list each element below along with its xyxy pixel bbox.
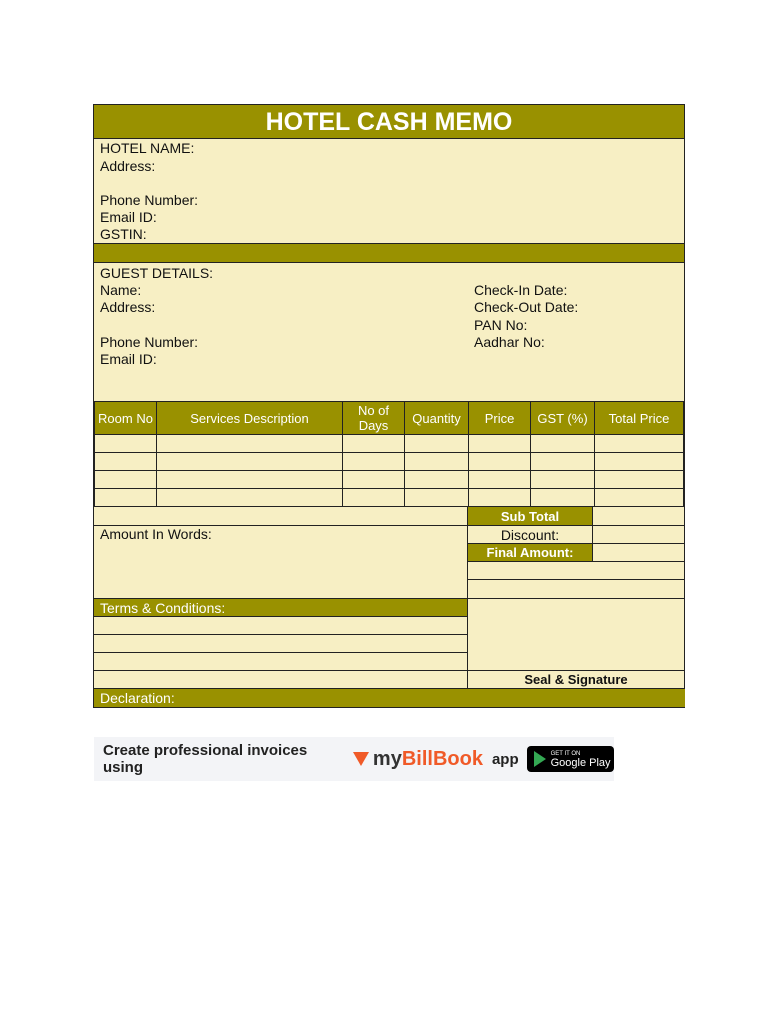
items-table-wrap	[94, 401, 684, 507]
table-cell[interactable]	[595, 471, 684, 489]
table-cell[interactable]	[95, 435, 157, 453]
table-cell[interactable]	[531, 489, 595, 507]
table-header-row	[95, 402, 684, 435]
table-cell[interactable]	[157, 489, 343, 507]
checkin-label: Check-In Date:	[474, 282, 568, 298]
mybillbook-logo-icon	[353, 752, 369, 766]
table-cell[interactable]	[469, 489, 531, 507]
badge-big-text: Google Play	[550, 757, 611, 769]
header-no-of-days: No of Days	[343, 402, 405, 435]
guest-phone-label: Phone Number:	[100, 334, 199, 350]
brand-name	[373, 748, 483, 771]
table-cell[interactable]	[95, 453, 157, 471]
discount-value[interactable]	[593, 526, 685, 544]
table-cell[interactable]	[405, 453, 469, 471]
totals-section	[94, 507, 684, 707]
table-row	[95, 453, 684, 471]
table-cell[interactable]	[469, 435, 531, 453]
hotel-name-label: HOTEL NAME:	[100, 140, 195, 156]
brand-book: Book	[432, 747, 483, 770]
discount-label: Discount:	[468, 526, 593, 544]
table-row	[95, 489, 684, 507]
blank-right-row	[468, 580, 685, 599]
table-cell[interactable]	[531, 471, 595, 489]
table-row	[95, 435, 684, 453]
table-cell[interactable]	[405, 435, 469, 453]
header-quantity: Quantity	[405, 402, 469, 435]
amount-in-words-box[interactable]	[94, 526, 468, 599]
table-cell[interactable]	[343, 489, 405, 507]
hotel-email-label: Email ID:	[100, 209, 157, 225]
hotel-gstin-label: GSTIN:	[100, 226, 147, 242]
header-total-price: Total Price	[595, 402, 684, 435]
terms-line[interactable]	[94, 671, 468, 689]
hotel-cash-memo	[93, 104, 685, 708]
table-cell[interactable]	[595, 453, 684, 471]
guest-heading: GUEST DETAILS:	[100, 265, 214, 281]
guest-email-label: Email ID:	[100, 351, 157, 367]
final-amount-value[interactable]	[593, 544, 685, 562]
final-amount-label: Final Amount:	[468, 544, 593, 562]
table-cell[interactable]	[531, 435, 595, 453]
table-cell[interactable]	[405, 471, 469, 489]
pan-label: PAN No:	[474, 317, 528, 333]
subtotal-label: Sub Total	[468, 507, 593, 526]
banner-app-text: app	[491, 750, 519, 768]
table-cell[interactable]	[405, 489, 469, 507]
table-cell[interactable]	[469, 471, 531, 489]
google-play-icon	[534, 751, 546, 767]
mybillbook-banner[interactable]	[94, 737, 614, 781]
hotel-address-label: Address:	[100, 158, 156, 174]
memo-title: HOTEL CASH MEMO	[94, 105, 684, 139]
badge-small-text: GET IT ON	[550, 751, 581, 757]
table-cell[interactable]	[157, 453, 343, 471]
brand-bill: Bill	[401, 747, 433, 770]
terms-line[interactable]	[94, 653, 468, 671]
declaration-label: Declaration:	[94, 689, 685, 707]
checkout-label: Check-Out Date:	[474, 299, 579, 315]
table-cell[interactable]	[157, 435, 343, 453]
terms-line[interactable]	[94, 635, 468, 653]
table-cell[interactable]	[531, 453, 595, 471]
table-row	[95, 471, 684, 489]
aadhar-label: Aadhar No:	[474, 334, 545, 350]
amount-in-words-label: Amount In Words:	[100, 526, 212, 542]
hotel-details	[94, 139, 684, 243]
table-cell[interactable]	[595, 435, 684, 453]
header-gst: GST (%)	[531, 402, 595, 435]
terms-label: Terms & Conditions:	[94, 599, 468, 617]
table-cell[interactable]	[95, 471, 157, 489]
terms-line[interactable]	[94, 617, 468, 635]
table-cell[interactable]	[343, 471, 405, 489]
table-cell[interactable]	[157, 471, 343, 489]
table-cell[interactable]	[595, 489, 684, 507]
blank-left-row	[94, 507, 468, 526]
brand-my: my	[372, 747, 402, 770]
blank-right-row	[468, 562, 685, 580]
section-divider	[94, 243, 684, 263]
banner-text: Create professional invoices using	[103, 742, 308, 776]
guest-address-label: Address:	[100, 299, 156, 315]
seal-area[interactable]	[468, 599, 685, 671]
google-play-badge[interactable]	[527, 746, 614, 772]
guest-details	[94, 263, 684, 401]
seal-signature-label: Seal & Signature	[468, 671, 685, 689]
items-table	[94, 401, 684, 507]
guest-name-label: Name:	[100, 282, 142, 298]
header-room-no: Room No	[95, 402, 157, 435]
header-services-description: Services Description	[157, 402, 343, 435]
table-cell[interactable]	[343, 435, 405, 453]
table-cell[interactable]	[95, 489, 157, 507]
table-cell[interactable]	[469, 453, 531, 471]
table-cell[interactable]	[343, 453, 405, 471]
hotel-phone-label: Phone Number:	[100, 192, 199, 208]
subtotal-value[interactable]	[593, 507, 685, 526]
header-price: Price	[469, 402, 531, 435]
